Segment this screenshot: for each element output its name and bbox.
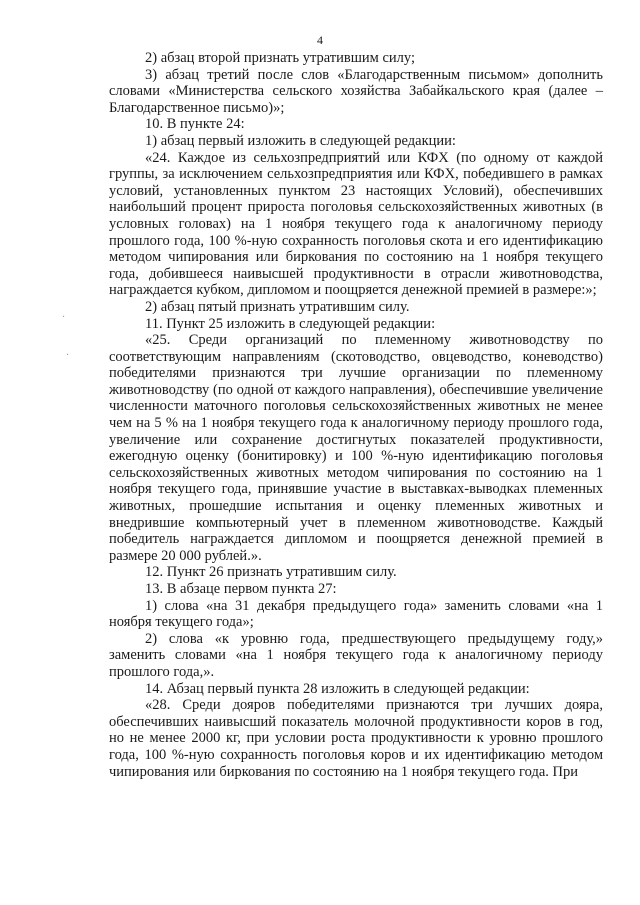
margin-mark: · <box>62 312 66 323</box>
margin-mark: · <box>66 350 70 361</box>
paragraph: «25. Среди организаций по племенному животноводству по соответствующим направлениям (скотоводство, овцеводство, коневодство) победителями признаются три лучшие организации по племенному животноводству (по одной от каждого направления), обеспечившие увеличение численности маточного поголовья сельскохозяйственных животных не менее чем на 5 % на 1 ноября текущего года к аналогичному периоду прошлого года, увеличение или сохранение достигнутых показателей продуктивности, ежегодную оценку (бонитировку) и 100 %-ную идентификацию поголовья сельскохозяйственных животных методом чипирования по состоянию на 1 ноября текущего года, принявшие участие в выставках-выводках племенных животных, прошедшие испытания и оценку племенных животных и внедрившие компьютерный учет в племенном животноводстве. Каждый победитель награждается дипломом и поощряется денежной премией в размере 20 000 рублей.». <box>109 332 603 564</box>
paragraph: 14. Абзац первый пункта 28 изложить в следующей редакции: <box>145 680 530 697</box>
paragraph: 11. Пункт 25 изложить в следующей редакции: <box>145 315 436 332</box>
paragraph: 12. Пункт 26 признать утратившим силу. <box>145 564 397 581</box>
paragraph: «24. Каждое из сельхозпредприятий или КФХ (по одному от каждой группы, за исключением сельхозпредприятия или КФХ, победившего в рамках условий, установленных пунктом 23 настоящих Условий), обеспечивших наибольший процент прироста поголовья сельскохозяйственных животных (в условных головах) на 1 ноября текущего года к аналогичному периоду прошлого года, 100 %-ную сохранность поголовья скота и его идентификацию методом чипирования или биркования по состоянию на 1 ноября текущего года, добившееся наивысшей продуктивности в отрасли животноводства, награждается кубком, дипломом и поощряется денежной премией в размере:»; <box>109 149 603 299</box>
paragraph: 10. В пункте 24: <box>145 116 245 133</box>
paragraph: 13. В абзаце первом пункта 27: <box>145 581 337 597</box>
paragraph: «28. Среди дояров победителями признаются три лучших дояра, обеспечивших наивысший показатель молочной продуктивности коров в год, но не менее 2000 кг, при условии роста продуктивности к уровню прошлого года, 100 %-ную сохранность поголовья коров и их идентификацию методом чипирования или биркования по состоянию на 1 ноября текущего года. При <box>109 697 603 780</box>
paragraph: 1) слова «на 31 декабря предыдущего года» заменить словами «на 1 ноября текущего года»; <box>109 597 603 631</box>
paragraph: 3) абзац третий после слов «Благодарственным письмом» дополнить словами «Министерства сельского хозяйства Забайкальского края (далее – Благодарственное письмо)»; <box>109 66 603 116</box>
paragraph: 2) абзац пятый признать утратившим силу. <box>145 298 410 315</box>
document-body <box>109 50 603 780</box>
page-number: 4 <box>317 33 323 47</box>
paragraph: 2) слова «к уровню года, предшествующего предыдущему году,» заменить словами «на 1 ноября текущего года к аналогичному периоду прошлого года,». <box>109 630 603 680</box>
paragraph: 2) абзац второй признать утратившим силу; <box>145 50 415 66</box>
paragraph: 1) абзац первый изложить в следующей редакции: <box>145 132 456 149</box>
